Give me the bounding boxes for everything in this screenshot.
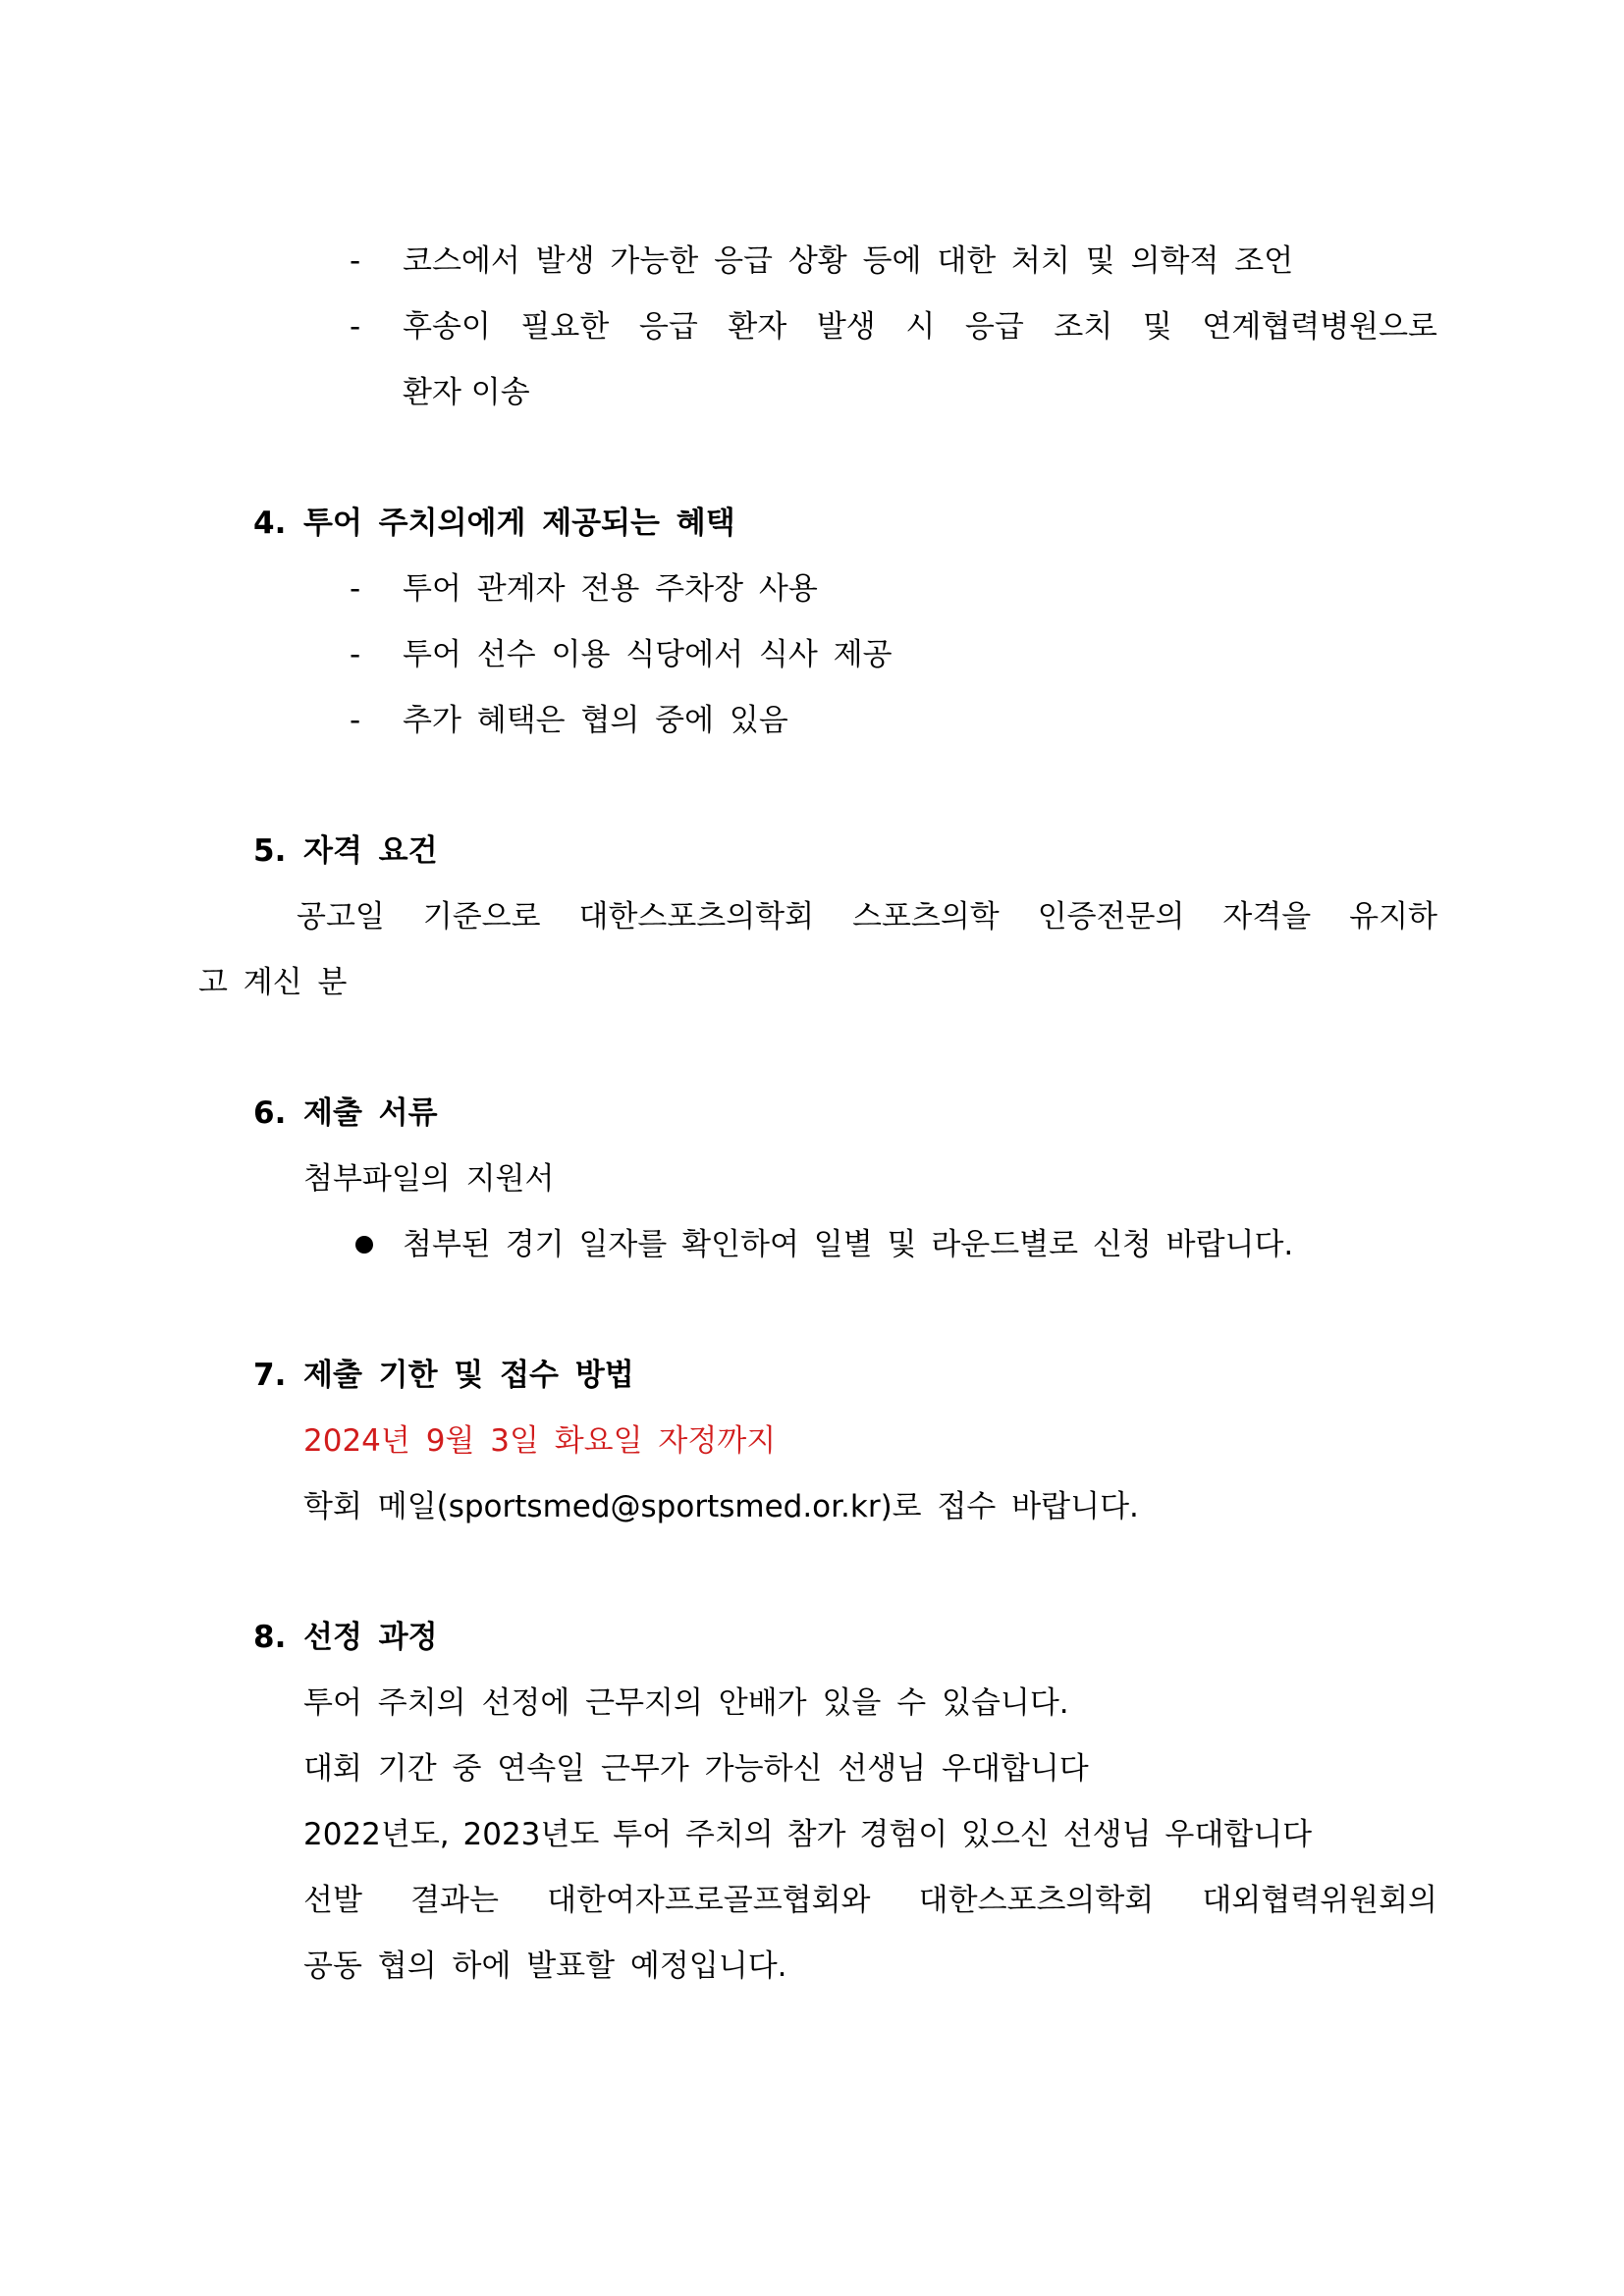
section-7-body: 학회 메일(sportsmed@sportsmed.or.kr)로 접수 바랍니다. <box>303 1489 1139 1524</box>
intro-bullet-1: 코스에서 발생 가능한 응급 상황 등에 대한 처치 및 의학적 조언 <box>403 243 1294 279</box>
section-7-title: 제출 기한 및 접수 방법 <box>303 1358 634 1393</box>
section-8-line-4: 선발 결과는 대한여자프로골프협회와 대한스포츠의학회 대외협력위원회의 <box>303 1883 1437 1918</box>
section-8-line-1: 투어 주치의 선정에 근무지의 안배가 있을 수 있습니다. <box>303 1685 1069 1721</box>
section-4-bullet-1: 투어 관계자 전용 주차장 사용 <box>403 571 818 607</box>
section-8-line-3: 2022년도, 2023년도 투어 주치의 참가 경험이 있으신 선생님 우대합니다 <box>303 1817 1313 1852</box>
section-8-number: 8. <box>253 1620 287 1655</box>
intro-bullet-2-cont: 환자 이송 <box>403 375 530 410</box>
bullet-dot-icon <box>355 1236 373 1254</box>
section-6-bullet: 첨부된 경기 일자를 확인하여 일별 및 라운드별로 신청 바랍니다. <box>403 1227 1294 1262</box>
section-4-number: 4. <box>253 506 287 541</box>
section-8-line-5: 공동 협의 하에 발표할 예정입니다. <box>303 1949 787 1984</box>
section-6-number: 6. <box>253 1095 287 1131</box>
dash-marker: - <box>350 571 361 607</box>
section-6-body: 첨부파일의 지원서 <box>303 1161 555 1197</box>
section-5-body-line-2: 고 계신 분 <box>198 965 348 1000</box>
section-8-title: 선정 과정 <box>303 1620 438 1655</box>
section-7-deadline: 2024년 9월 3일 화요일 자정까지 <box>303 1423 777 1459</box>
section-4-title: 투어 주치의에게 제공되는 혜택 <box>303 506 735 541</box>
section-5-number: 5. <box>253 833 287 869</box>
dash-marker: - <box>350 309 361 345</box>
section-4-bullet-3: 추가 혜택은 협의 중에 있음 <box>403 703 788 738</box>
section-5-title: 자격 요건 <box>303 833 438 869</box>
section-6-title: 제출 서류 <box>303 1095 438 1131</box>
dash-marker: - <box>350 637 361 672</box>
section-5-body-line-1: 공고일 기준으로 대한스포츠의학회 스포츠의학 인증전문의 자격을 유지하 <box>297 899 1437 934</box>
section-7-number: 7. <box>253 1358 287 1393</box>
section-8-line-2: 대회 기간 중 연속일 근무가 가능하신 선생님 우대합니다 <box>303 1751 1089 1787</box>
dash-marker: - <box>350 703 361 738</box>
intro-bullet-2: 후송이 필요한 응급 환자 발생 시 응급 조치 및 연계협력병원으로 <box>403 309 1437 345</box>
dash-marker: - <box>350 243 361 279</box>
section-4-bullet-2: 투어 선수 이용 식당에서 식사 제공 <box>403 637 893 672</box>
